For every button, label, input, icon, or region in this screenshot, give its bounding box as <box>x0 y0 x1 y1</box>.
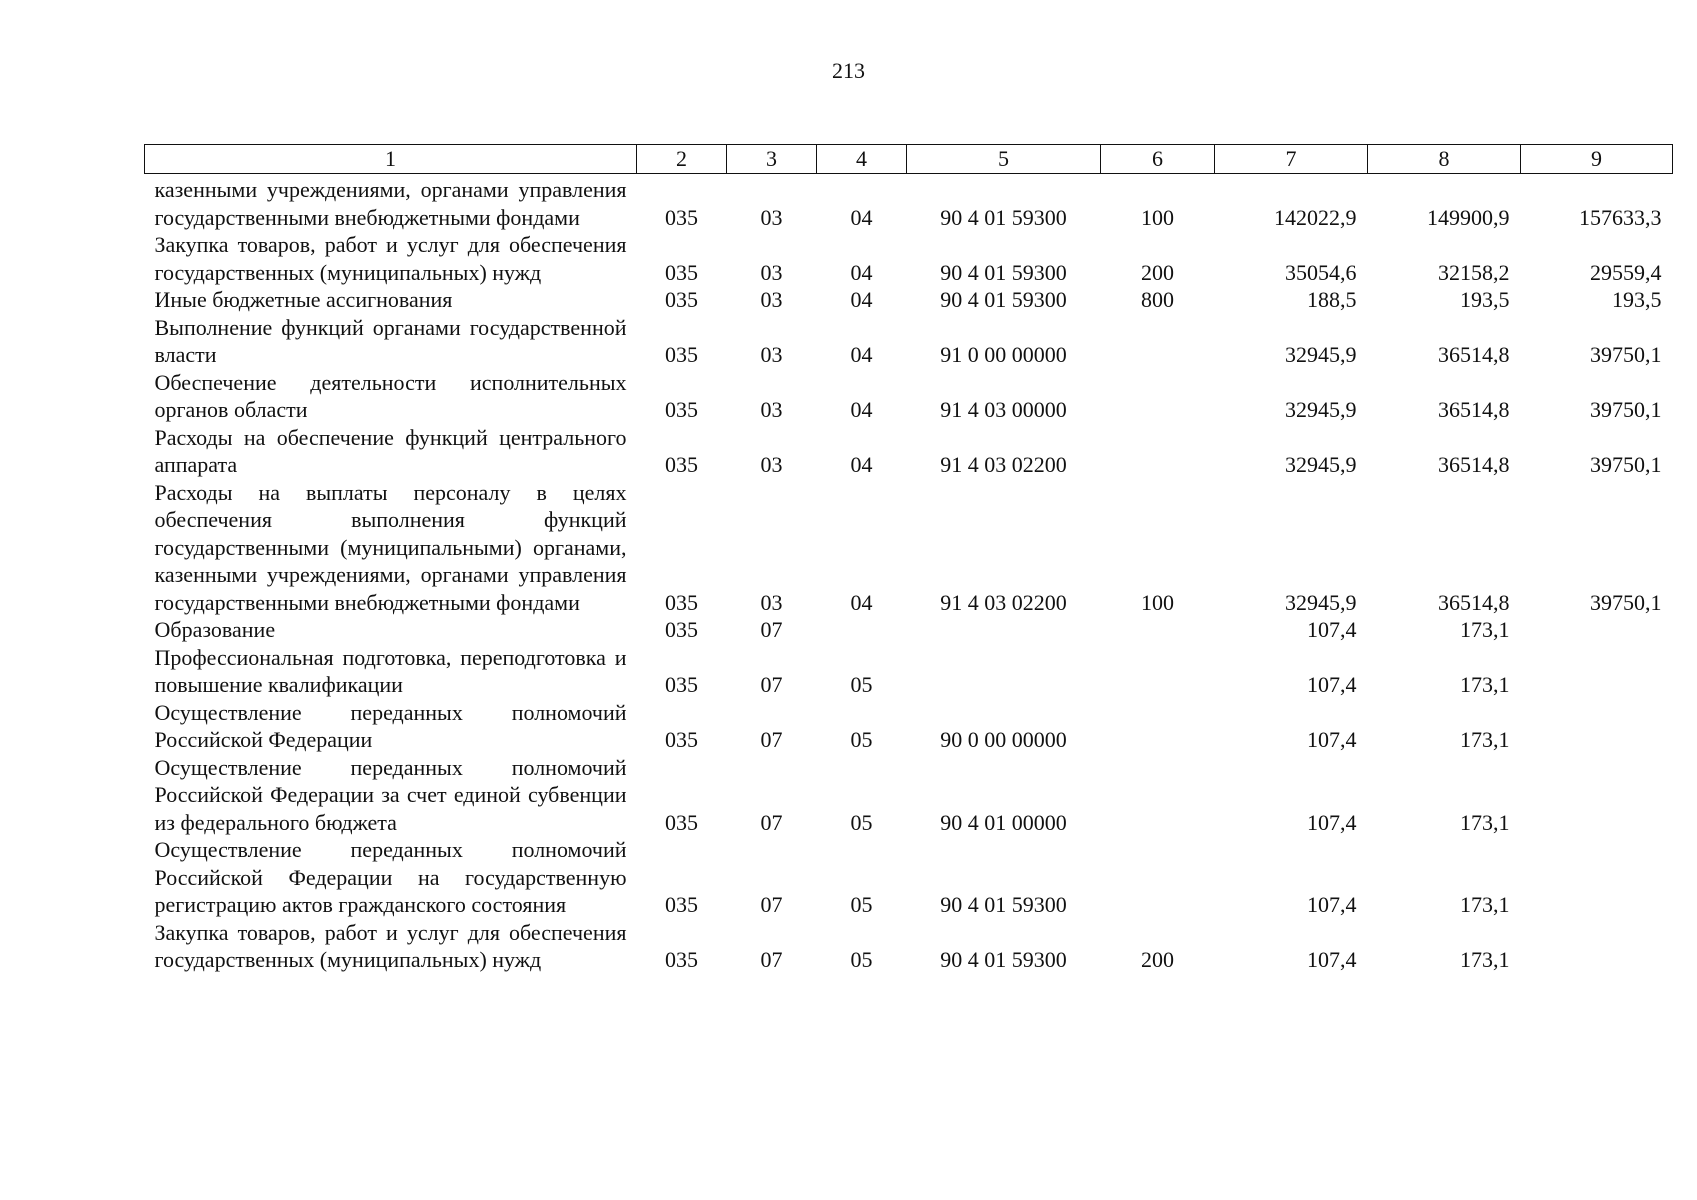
budget-table <box>144 144 1673 974</box>
page-number: 213 <box>832 58 865 83</box>
column-header: 2 <box>637 145 727 174</box>
cell-name: Образование <box>154 617 276 642</box>
cell-code-3: 03 <box>760 342 783 367</box>
cell-value-9: 157633,3 <box>1579 204 1662 230</box>
cell-code-3: 07 <box>760 727 783 752</box>
cell-code-2: 035 <box>665 452 698 477</box>
cell-name: Расходы на обеспечение функций центрального аппарата <box>154 424 627 477</box>
cell-code-4: 05 <box>850 892 873 917</box>
cell-value-8: 173,1 <box>1460 617 1510 642</box>
cell-code-5: 90 4 01 59300 <box>940 287 1067 312</box>
table-row <box>145 479 1673 617</box>
cell-code-6 <box>1101 754 1215 837</box>
cell-code-4 <box>817 616 907 644</box>
table-row <box>145 836 1673 919</box>
cell-value-7: 32945,9 <box>1285 452 1357 477</box>
cell-code-6: 800 <box>1141 287 1174 312</box>
cell-code-6 <box>1101 369 1215 424</box>
cell-code-2: 035 <box>665 672 698 697</box>
cell-name: Закупка товаров, работ и услуг для обеспечения государственных (муниципальных) нужд <box>154 919 627 972</box>
column-header: 9 <box>1521 145 1673 174</box>
cell-code-2: 035 <box>665 809 698 835</box>
cell-value-9: 39750,1 <box>1590 452 1662 477</box>
cell-code-5 <box>907 644 1101 699</box>
column-header: 6 <box>1101 145 1215 174</box>
cell-value-8: 193,5 <box>1460 287 1510 312</box>
table-body <box>145 174 1673 974</box>
cell-name: Расходы на выплаты персоналу в целях обеспечения выполнения функций государственными (муниципальными) органами, казенными учреждениями, органами управления государственными внебюджетными фондами <box>154 479 627 615</box>
cell-code-3: 03 <box>760 204 783 230</box>
cell-code-6: 200 <box>1141 947 1174 972</box>
cell-value-7: 188,5 <box>1307 287 1357 312</box>
cell-name: Профессиональная подготовка, переподготовка и повышение квалификации <box>154 644 627 697</box>
cell-value-8: 36514,8 <box>1438 452 1510 477</box>
cell-code-2: 035 <box>665 617 698 642</box>
cell-value-9 <box>1521 616 1673 644</box>
cell-code-6 <box>1101 836 1215 919</box>
cell-code-2: 035 <box>665 589 698 615</box>
cell-code-3: 07 <box>760 672 783 697</box>
table-row <box>145 754 1673 837</box>
cell-code-5: 90 4 01 59300 <box>940 947 1067 972</box>
budget-table-wrap <box>144 144 1672 974</box>
cell-code-2: 035 <box>665 287 698 312</box>
cell-value-9: 29559,4 <box>1590 259 1662 285</box>
table-row <box>145 231 1673 286</box>
cell-value-9: 39750,1 <box>1590 342 1662 367</box>
cell-value-7: 32945,9 <box>1285 342 1357 367</box>
cell-value-7: 35054,6 <box>1285 259 1357 285</box>
cell-name: Осуществление переданных полномочий Российской Федерации за счет единой субвенции из федерального бюджета <box>154 754 627 835</box>
cell-code-5: 91 0 00 00000 <box>940 342 1067 367</box>
cell-code-5: 91 4 03 00000 <box>940 397 1067 422</box>
table-row <box>145 314 1673 369</box>
table-row <box>145 644 1673 699</box>
table-row <box>145 286 1673 314</box>
cell-code-6 <box>1101 644 1215 699</box>
cell-value-8: 173,1 <box>1460 947 1510 972</box>
table-row <box>145 616 1673 644</box>
cell-value-7: 32945,9 <box>1285 589 1357 615</box>
cell-code-6 <box>1101 424 1215 479</box>
cell-code-3: 07 <box>760 809 783 835</box>
cell-value-9 <box>1521 644 1673 699</box>
cell-name: Осуществление переданных полномочий Российской Федерации на государственную регистрацию актов гражданского состояния <box>154 837 627 917</box>
cell-code-4: 04 <box>850 589 873 615</box>
cell-code-6: 200 <box>1141 259 1174 285</box>
cell-value-9 <box>1521 754 1673 837</box>
table-row <box>145 424 1673 479</box>
cell-value-8: 36514,8 <box>1438 342 1510 367</box>
cell-code-4: 04 <box>850 397 873 422</box>
cell-value-7: 107,4 <box>1307 809 1357 835</box>
cell-value-9: 193,5 <box>1612 287 1662 312</box>
cell-code-4: 04 <box>850 287 873 312</box>
cell-code-2: 035 <box>665 342 698 367</box>
cell-code-3: 07 <box>760 947 783 972</box>
cell-value-8: 149900,9 <box>1427 204 1510 230</box>
column-header: 1 <box>145 145 637 174</box>
cell-code-4: 05 <box>850 809 873 835</box>
cell-value-9: 39750,1 <box>1590 589 1662 615</box>
cell-code-3: 07 <box>760 617 783 642</box>
cell-value-8: 173,1 <box>1460 727 1510 752</box>
cell-value-7: 107,4 <box>1307 617 1357 642</box>
cell-name: Обеспечение деятельности исполнительных органов области <box>154 369 627 422</box>
cell-code-6: 100 <box>1141 204 1174 230</box>
cell-value-8: 173,1 <box>1460 672 1510 697</box>
cell-code-5 <box>907 616 1101 644</box>
cell-code-5: 90 0 00 00000 <box>940 727 1067 752</box>
cell-code-5: 90 4 01 59300 <box>940 204 1067 230</box>
cell-name: Осуществление переданных полномочий Российской Федерации <box>154 699 627 752</box>
column-header: 5 <box>907 145 1101 174</box>
cell-value-7: 32945,9 <box>1285 397 1357 422</box>
cell-value-7: 107,4 <box>1307 727 1357 752</box>
cell-value-7: 107,4 <box>1307 892 1357 917</box>
cell-code-5: 90 4 01 00000 <box>940 809 1067 835</box>
cell-name: казенными учреждениями, органами управления государственными внебюджетными фондами <box>154 177 627 230</box>
cell-code-3: 03 <box>760 452 783 477</box>
cell-code-5: 91 4 03 02200 <box>940 589 1067 615</box>
cell-code-2: 035 <box>665 259 698 285</box>
cell-value-8: 173,1 <box>1460 892 1510 917</box>
cell-code-2: 035 <box>665 947 698 972</box>
column-header: 3 <box>727 145 817 174</box>
cell-code-3: 03 <box>760 397 783 422</box>
cell-value-7: 142022,9 <box>1274 204 1357 230</box>
cell-name: Выполнение функций органами государственной власти <box>154 314 627 367</box>
cell-value-8: 36514,8 <box>1438 397 1510 422</box>
cell-code-4: 04 <box>850 259 873 285</box>
table-row <box>145 919 1673 974</box>
cell-value-7: 107,4 <box>1307 672 1357 697</box>
column-header: 7 <box>1215 145 1368 174</box>
cell-code-4: 05 <box>850 727 873 752</box>
cell-code-2: 035 <box>665 397 698 422</box>
cell-code-4: 04 <box>850 204 873 230</box>
cell-code-5: 91 4 03 02200 <box>940 452 1067 477</box>
table-row <box>145 699 1673 754</box>
cell-value-9 <box>1521 699 1673 754</box>
cell-code-6 <box>1101 314 1215 369</box>
cell-code-2: 035 <box>665 204 698 230</box>
cell-value-7: 107,4 <box>1307 947 1357 972</box>
column-header: 8 <box>1368 145 1521 174</box>
cell-value-8: 173,1 <box>1460 809 1510 835</box>
cell-code-3: 07 <box>760 892 783 917</box>
cell-value-9 <box>1521 919 1673 974</box>
cell-code-4: 05 <box>850 672 873 697</box>
cell-value-8: 36514,8 <box>1438 589 1510 615</box>
cell-value-9 <box>1521 836 1673 919</box>
cell-code-4: 04 <box>850 342 873 367</box>
column-header: 4 <box>817 145 907 174</box>
cell-code-4: 04 <box>850 452 873 477</box>
cell-code-5: 90 4 01 59300 <box>940 259 1067 285</box>
cell-value-9: 39750,1 <box>1590 397 1662 422</box>
cell-code-5: 90 4 01 59300 <box>940 892 1067 917</box>
cell-code-6 <box>1101 616 1215 644</box>
cell-value-8: 32158,2 <box>1438 259 1510 285</box>
cell-code-4: 05 <box>850 947 873 972</box>
table-row <box>145 369 1673 424</box>
cell-code-3: 03 <box>760 589 783 615</box>
cell-name: Закупка товаров, работ и услуг для обеспечения государственных (муниципальных) нужд <box>154 232 627 285</box>
cell-code-3: 03 <box>760 287 783 312</box>
cell-code-2: 035 <box>665 727 698 752</box>
cell-name: Иные бюджетные ассигнования <box>154 287 453 312</box>
cell-code-6 <box>1101 699 1215 754</box>
cell-code-3: 03 <box>760 259 783 285</box>
header-row <box>145 145 1673 174</box>
table-header <box>145 145 1673 174</box>
cell-code-2: 035 <box>665 892 698 917</box>
cell-code-6: 100 <box>1141 589 1174 615</box>
table-row <box>145 174 1673 232</box>
